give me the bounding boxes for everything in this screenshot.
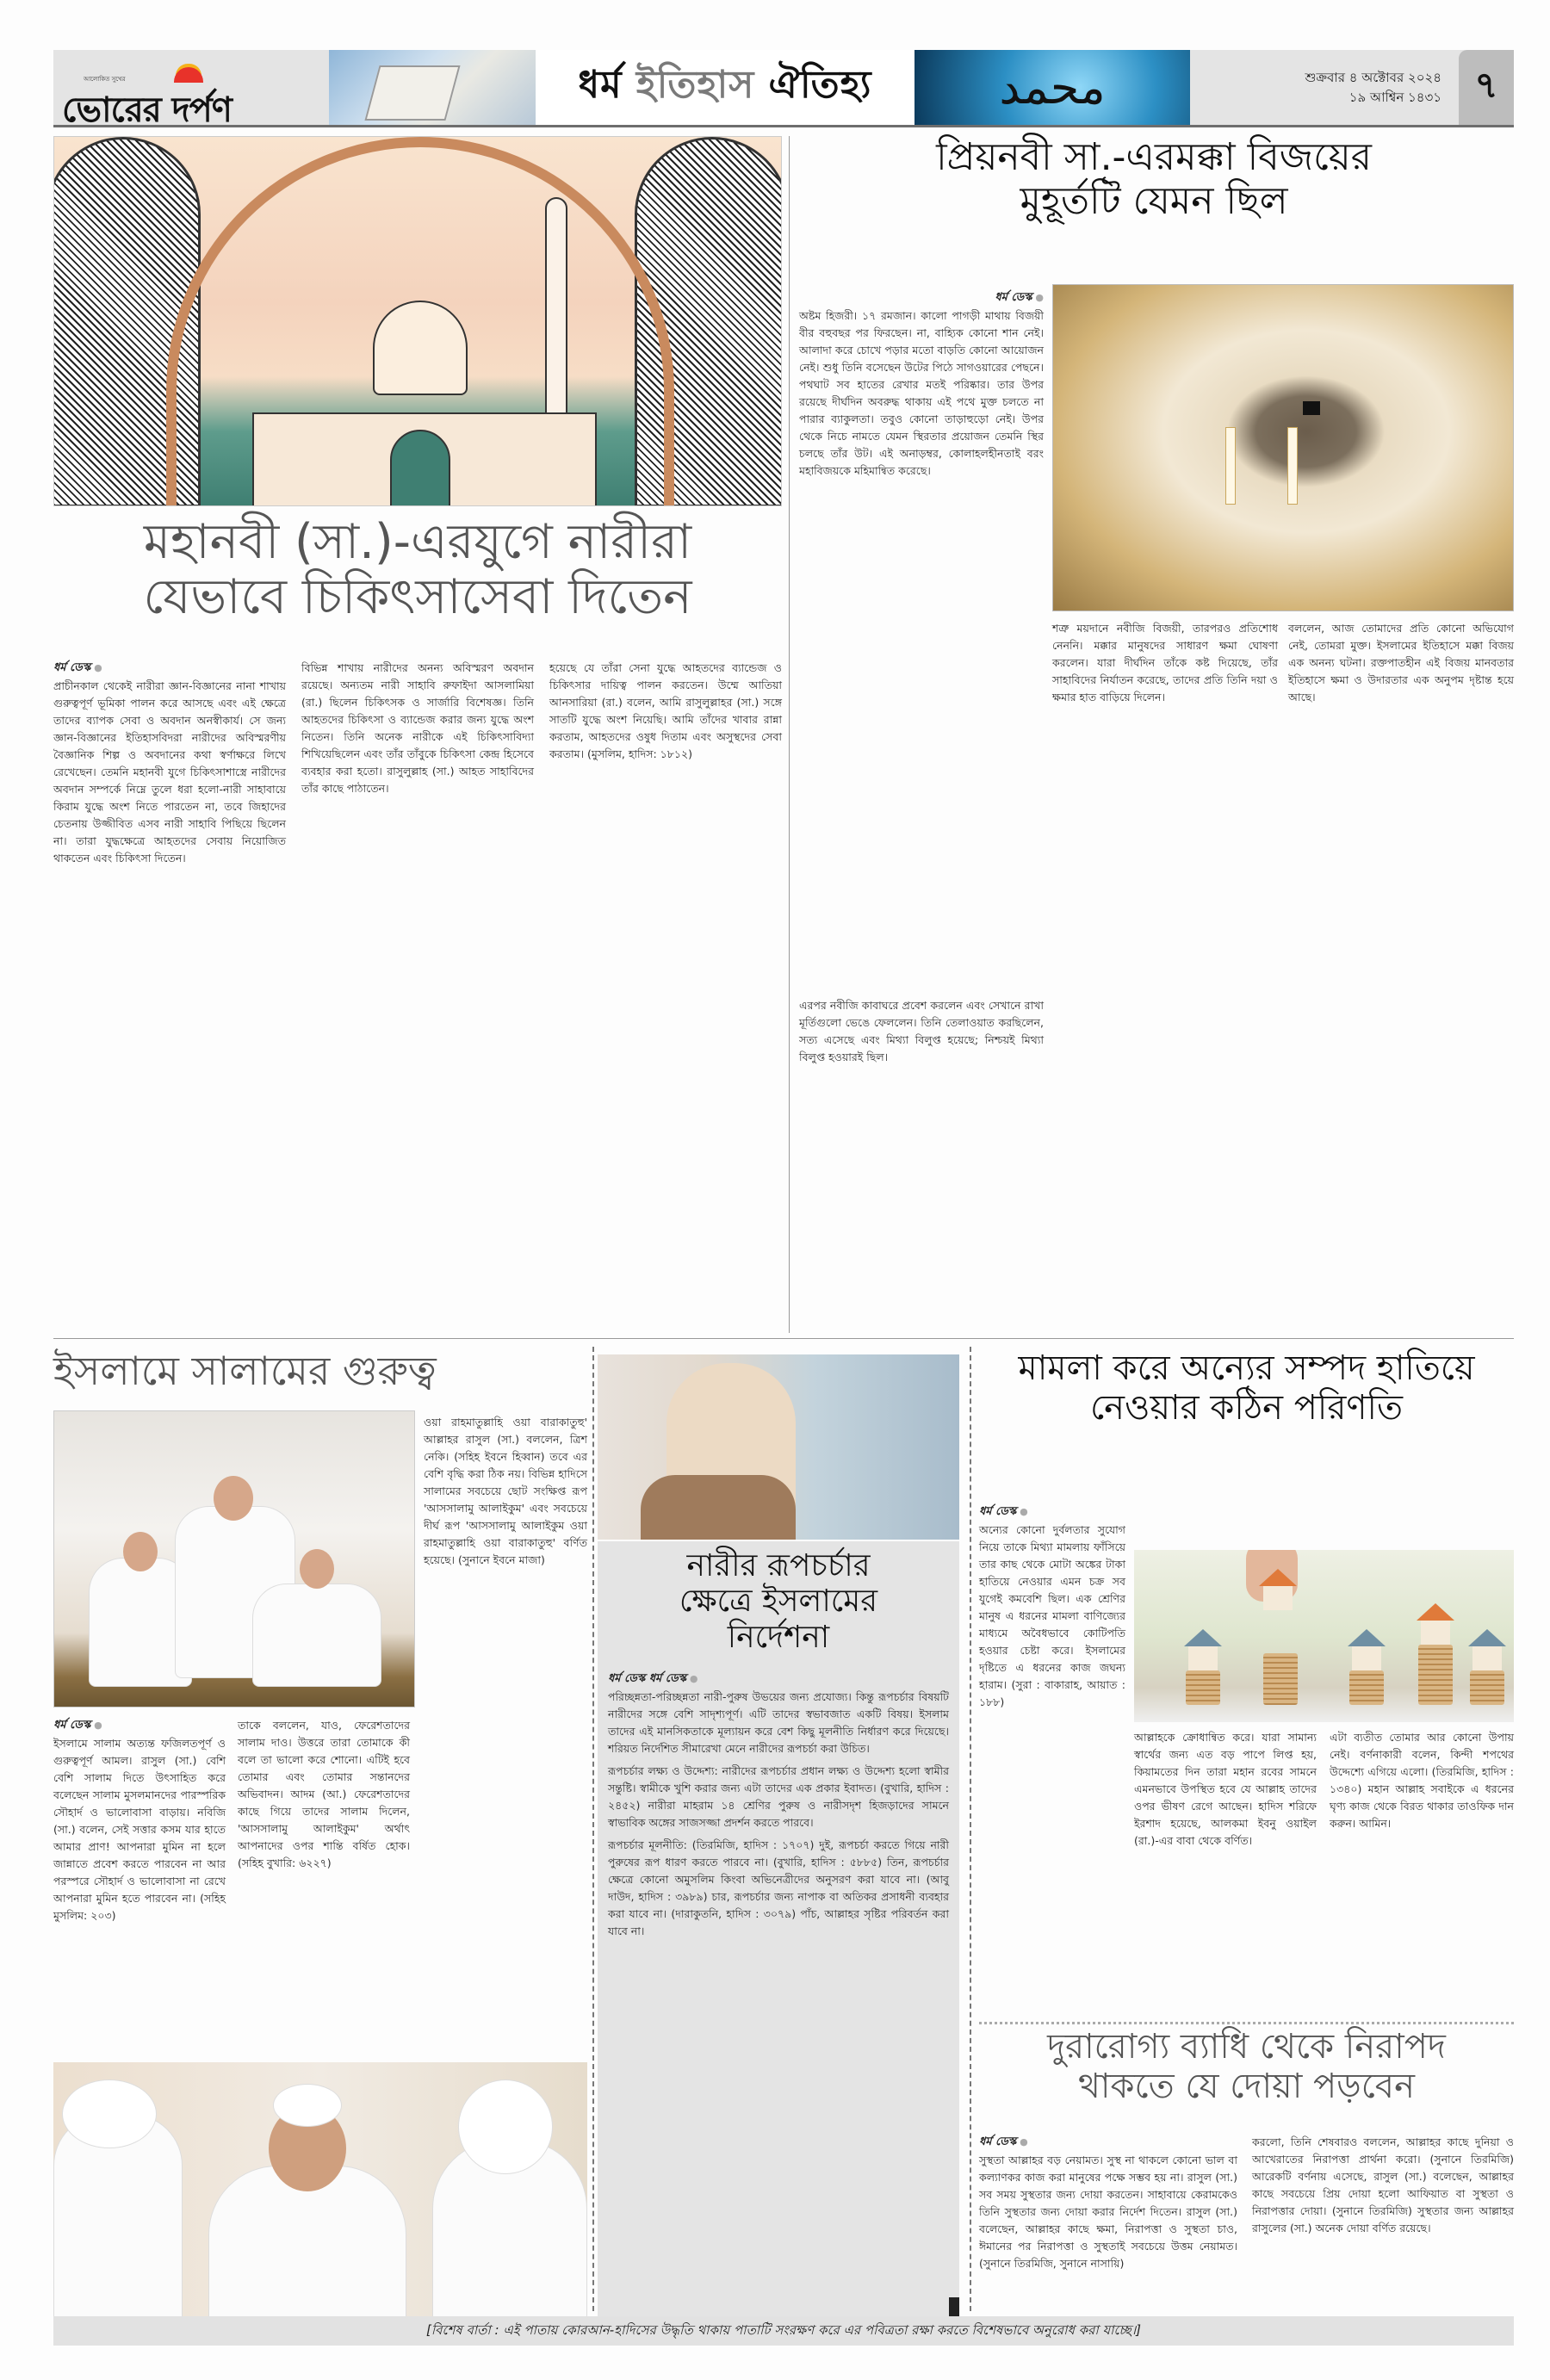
mosque-door [390, 430, 450, 506]
headline-line: নির্দেশনা [727, 1619, 830, 1655]
byline: ধর্ম ডেস্ক ● [979, 1503, 1125, 1522]
article-text: ওয়া রাহমাতুল্লাহি ওয়া বারাকাতুহু' আল্লাহর রাসুল (সা.) বললেন, ত্রিশ নেকি। (সহিহ ইবনে হিব্বান) তবে এর বেশি বৃদ্ধি করা ঠিক নয়। বিভিন্ন হাদিসে সালামের সবচেয়ে ছোট সংক্ষিপ্ত রূপ 'আসসালামু আলাইকুম' এবং সবচেয়ে দীর্ঘ রূপ 'আসসালামু আলাইকুম ওয়া রাহমাতুল্লাহি ওয়া বারাকাতুহু' বর্ণিত হয়েছে। (সুনানে ইবনে মাজা) [424, 1416, 587, 1566]
section-divider [53, 1338, 1514, 1339]
prayer-cap [62, 2079, 157, 2148]
section-title-heritage: ঐতিহ্য [768, 63, 872, 107]
article-column [549, 660, 782, 763]
children-greeting-photo [53, 1410, 415, 1708]
house-model [1188, 1645, 1218, 1670]
logo-name: ভোরের দর্পণ [62, 90, 232, 130]
article-column [1330, 1729, 1514, 1832]
headline-line: ক্ষেত্রে ইসলামের [679, 1584, 878, 1620]
article-column [1252, 2134, 1514, 2237]
house-model [1421, 1619, 1450, 1645]
article-column [979, 2134, 1237, 2272]
coin-stack [1263, 1653, 1298, 1705]
section-title-religion: ধর্ম [578, 63, 623, 107]
column-divider [970, 1347, 971, 2311]
article-text: সুস্থতা আল্লাহর বড় নেয়ামত। সুস্থ না থাকলে কোনো ভাল বা কল্যাণকর কাজ করা মানুষের পক্ষে সম্ভব হয় না। রাসুল (সা.) সব সময় সুস্থতার জন্য দোয়া করতেন। সাহাবায়ে কেরামকেও তিনি সুস্থতার জন্য দোয়া করার নির্দেশ দিতেন। রাসুল (সা.) বলেছেন, আল্লাহর কাছে ক্ষমা, নিরাপত্তা ও সুস্থতা চাও, ঈমানের পর নিরাপত্তা ও সুস্থতাই সবচেয়ে উত্তম নেয়ামত। (সুনানে তিরমিজি, সুনানে নাসায়ি) [979, 2154, 1237, 2270]
coin-stack [1418, 1645, 1453, 1705]
byline: ধর্ম ডেস্ক ● [53, 1717, 226, 1735]
article-column [53, 660, 286, 867]
footer-notice [53, 2316, 1514, 2346]
article-column [1288, 620, 1514, 706]
article-text: এটা ব্যতীত তোমার আর কোনো উপায় নেই। বর্ণনাকারী বলেন, কিন্দী শপথের উদ্দেশ্যে এগিয়ে এলো। (তিরমিজি, হাদিস : ১৩৪০) মহান আল্লাহ সবাইকে এ ধরনের ঘৃণ্য কাজ থেকে বিরত থাকার তাওফিক দান করুন। আমিন। [1330, 1731, 1514, 1830]
article-column [979, 1503, 1125, 1711]
article-text: বিভিন্ন শাখায় নারীদের অনন্য অবিস্মরণ অবদান রয়েছে। অন্যতম নারী সাহাবি রুফাইদা আসলামিয়া (রা.) ছিলেন চিকিৎসক ও সার্জারি বিশেষজ্ঞ। তিনি আহতদের চিকিৎসা ও ব্যান্ডেজ করার জন্য যুদ্ধে অংশ নিতেন। তিনি অনেক নারীকে এই চিকিৎসাবিদ্যা শিখিয়েছিলেন এবং তাঁর তাঁবুকে চিকিৎসা কেন্দ্র হিসেবে ব্যবহার করা হতো। রাসুলুল্লাহ (সা.) আহত সাহাবিদের তাঁর কাছে পাঠাতেন। [301, 661, 534, 795]
article-column [608, 1670, 949, 1940]
headline-line: নেওয়ার কঠিন পরিণতি [1089, 1388, 1404, 1428]
byline: ধর্ম ডেস্ক ● [53, 660, 286, 678]
house-roof [1259, 1569, 1297, 1586]
article-column [53, 1717, 226, 1924]
headline-line: মামলা করে অন্যের সম্পদ হাতিয়ে [1018, 1348, 1475, 1388]
child-face [123, 1532, 158, 1571]
issue-date [1190, 50, 1459, 125]
headline-nurses[interactable] [53, 515, 782, 626]
men-greeting-photo [53, 2062, 587, 2334]
kaaba [1303, 401, 1320, 415]
byline: ধর্ম ডেস্ক ধর্ম ডেস্ক ● [608, 1670, 949, 1689]
article-text: বললেন, আজ তোমাদের প্রতি কোনো অভিযোগ নেই, তোমরা মুক্ত। ইসলামের ইতিহাসে মক্কা বিজয় এক অনন্য ঘটনা। রক্তপাতহীন এই বিজয় মানবতার ইতিহাসে ক্ষমা ও উদারতার এক অনুপম দৃষ্টান্ত হয়ে আছে। [1288, 622, 1514, 703]
article-column [238, 1717, 410, 1872]
child-figure [252, 1584, 381, 1687]
headline-salam[interactable]: ইসলামে সালামের গুরুত্ব [53, 1348, 437, 1394]
article-paragraph: রূপচর্চার লক্ষ্য ও উদ্দেশ্য: নারীদের রূপচর্চার প্রধান লক্ষ্য ও উদ্দেশ্য হলো স্বামীর সন্তুষ্টি। স্বামীকে খুশি করার জন্য এটা তাদের এক প্রকার ইবাদত। (বুখারি, হাদিস : ২৪৫২) নারীরা মাহরাম ১৪ শ্রেণির পুরুষ ও নারীসদৃশ হিজড়াদের সামনে স্বাভাবিক অঙ্গের সাজসজ্জা প্রদর্শন করতে পারবে। [608, 1764, 949, 1829]
house-roof [1468, 1629, 1506, 1646]
headline-line: প্রিয়নবী সা.-এরমক্কা বিজয়ের [936, 135, 1372, 179]
column-divider [592, 1347, 594, 2311]
byline: ধর্ম ডেস্ক ● [799, 289, 1044, 307]
article-text: অষ্টম হিজরী। ১৭ রমজান। কালো পাগড়ী মাথায় বিজয়ী বীর বহুবছর পর ফিরছেন। না, বাহ্যিক কোনো শান নেই। আলাদা করে চোখে পড়ার মতো বাড়তি কোনো আয়োজন নেই। শুধু তিনি বসেছেন উটের পিঠে সাগওয়ারের পেছনে। পথঘাট সব হাতের রেখার মতই পরিষ্কার। তার উপর রয়েছে দীর্ঘদিন অবরুদ্ধ থাকায় এই পথে মুক্ত চলতে না পারার ব্যাকুলতা। তবুও কোনো তাড়াহুড়ো নেই। উপর থেকে নিচে নামতে যেমন স্থিরতার প্রয়োজন তেমনি স্থির চলছে তাঁর উট। এই অনাড়ম্বর, কোলাহলহীনতাই বরং মহাবিজয়কে মহিমান্বিত করেছে। [799, 309, 1044, 477]
house-model [1263, 1584, 1293, 1610]
minaret [1287, 427, 1298, 505]
coin-stack [1470, 1670, 1504, 1705]
child-face [300, 1549, 334, 1589]
coin-stack [1349, 1670, 1384, 1705]
calligraphy-text: محمد [999, 60, 1106, 115]
column-divider [789, 136, 790, 1333]
prayer-cap [458, 2079, 553, 2174]
article-column [1052, 620, 1278, 706]
house-model [1472, 1645, 1502, 1670]
sun-icon [174, 67, 203, 83]
date-gregorian: শুক্রবার ৪ অক্টোবর ২০২৪ [1305, 70, 1442, 85]
article-column [799, 997, 1044, 1066]
byline: ধর্ম ডেস্ক ● [979, 2134, 1237, 2152]
section-divider [979, 2022, 1514, 2024]
child-face [214, 1476, 253, 1521]
mecca-photo [1052, 284, 1514, 611]
coat [641, 1475, 796, 1540]
article-column [799, 289, 1044, 480]
headline-line: নারীর রূপচর্চার [686, 1548, 871, 1584]
coin-stack [1186, 1670, 1220, 1705]
mosque-illustration [53, 136, 782, 506]
house-roof [1348, 1629, 1386, 1646]
woman-hijab-photo [598, 1354, 959, 1540]
article-text: করলো, তিনি শেষবারও বললেন, আল্লাহর কাছে দুনিয়া ও আখেরাতের নিরাপত্তা প্রার্থনা করো। (সুনানে তিরমিজি) আরেকটি বর্ণনায় এসেছে, রাসুল (সা.) বলেছেন, আল্লাহর কাছে সবচেয়ে প্রিয় দোয়া হলো আফিয়াত বা সুস্থতা ও নিরাপত্তার দোয়া। (সুনানে তিরমিজি) সুস্থতার জন্য আল্লাহর রাসুলের (সা.) অনেক দোয়া বর্ণিত রয়েছে। [1252, 2135, 1514, 2234]
article-text: তাকে বললেন, যাও, ফেরেশতাদের সালাম দাও। উত্তরে তারা তোমাকে কী বলে তা ভালো করে শোনো। এটিই হবে তোমার এবং তোমার সন্তানদের অভিবাদন। আদম (আ.) ফেরেশতাদের কাছে গিয়ে তাদের সালাম দিলেন, 'আসসালামু আলাইকুম' অর্থাৎ আপনাদের ওপর শান্তি বর্ষিত হোক। (সহিহ বুখারি: ৬২২৭) [238, 1719, 410, 1869]
beauty-article-box [598, 1541, 959, 2335]
houses-coins-photo [1134, 1550, 1514, 1722]
article-text: ইসলামে সালাম অত্যন্ত ফজিলতপূর্ণ ও গুরুত্বপূর্ণ আমল। রাসুল (সা.) বেশি বেশি সালাম দিতে উৎসাহিত করে বলেছেন সালাম মুসলমানদের পারস্পরিক সৌহার্দ ও ভালোবাসা বাড়ায়। নবিজি (সা.) বলেন, সেই সত্তার কসম যার হাতে আমার প্রাণ! আপনারা মুমিন না হলে জান্নাতে প্রবেশ করতে পারবেন না আর পরস্পরে সৌহার্দ ও ভালোবাসা না রেখে আপনারা মুমিন হতে পারবেন না। (সহিহ মুসলিম: ২০৩) [53, 1737, 226, 1922]
house-roof [1184, 1629, 1222, 1646]
newspaper-logo[interactable] [53, 50, 329, 130]
article-column [424, 1414, 587, 1569]
article-text: এরপর নবীজি কাবাঘরে প্রবেশ করলেন এবং সেখানে রাখা মূর্তিগুলো ভেঙে ফেললেন। তিনি তেলাওয়াত করছিলেন, সত্য এসেছে এবং মিথ্যা বিলুপ্ত হয়েছে; নিশ্চয়ই মিথ্যা বিলুপ্ত হওয়ারই ছিল। [799, 999, 1044, 1063]
headline-property[interactable] [979, 1348, 1514, 1428]
minaret [1225, 427, 1236, 505]
calligraphy-image [914, 50, 1190, 125]
article-text: অন্যের কোনো দুর্বলতার সুযোগ নিয়ে তাকে মিথ্যা মামলায় ফাঁসিয়ে তার কাছ থেকে মোটা অঙ্কের টাকা হাতিয়ে নেওয়ার এমন চক্র সব যুগেই কমবেশি ছিল। এক শ্রেণির মানুষ এ ধরনের মামলা বাণিজ্যের মাধ্যমে অবৈধভাবে কোটিপতি হওয়ার চেষ্টা করে। ইসলামের দৃষ্টিতে এ ধরনের কাজ জঘন্য হারাম। (সুরা : বাকারাহ, আয়াত : ১৮৮) [979, 1523, 1125, 1708]
article-text: হয়েছে যে তাঁরা সেনা যুদ্ধে আহতদের ব্যান্ডেজ ও চিকিৎসার দায়িত্ব পালন করতেন। উম্মে আতিয়া আনসারিয়া (রা.) বলেন, আমি রাসুলুল্লাহর (সা.) সঙ্গে সাতটি যুদ্ধে অংশ নিয়েছি। আমি তাঁদের খাবার রান্না করতাম, আহতদের ওষুধ দিতাম এবং অসুস্থদের সেবা করতাম। (মুসলিম, হাদিস: ১৮১২) [549, 661, 782, 760]
section-title-history: ইতিহাস [636, 63, 755, 107]
newspaper-page [53, 50, 1514, 2344]
headline-dua[interactable] [979, 2027, 1514, 2106]
article-column [301, 660, 534, 797]
article-text: শত্রু ময়দানে নবীজি বিজয়ী, তারপরও প্রতিশোধ নেননি। মক্কার মানুষদের সাধারণ ক্ষমা ঘোষণা করলেন। যারা দীর্ঘদিন তাঁকে কষ্ট দিয়েছে, তাঁর সাহাবিদের নির্যাতন করেছে, তাদের প্রতি তিনি দয়া ও ক্ষমার হাত বাড়িয়ে দিলেন। [1052, 622, 1278, 703]
quran-image [329, 50, 536, 125]
house-roof [1417, 1603, 1454, 1621]
date-bengali: ১৯ আশ্বিন ১৪৩১ [1348, 89, 1442, 105]
headline-line: যেভাবে চিকিৎসাসেবা দিতেন [143, 569, 692, 626]
article-text: আল্লাহকে ক্রোধান্বিত করে। যারা সামান্য স্বার্থের জন্য এত বড় পাপে লিপ্ত হয়, কিয়ামতের দিন তারা মহান রবের সামনে এমনভাবে উপস্থিত হবে যে আল্লাহ তাদের ওপর ভীষণ রেগে আছেন। হাদিস শরিফে ইরশাদ হয়েছে, আলকমা ইবনু ওয়াইল (রা.)-এর বাবা থেকে বর্ণিত। [1134, 1731, 1317, 1847]
headline-line: দুরারোগ্য ব্যাধি থেকে নিরাপদ [1047, 2027, 1446, 2067]
prayer-cap [273, 2084, 342, 2127]
masthead [53, 50, 1514, 130]
page-number: ৭ [1459, 50, 1514, 125]
headline-line: মহানবী (সা.)-এরযুগে নারীরা [143, 514, 692, 570]
article-paragraph: পরিচ্ছন্নতা-পরিচ্ছন্নতা নারী-পুরুষ উভয়ের জন্য প্রযোজ্য। কিন্তু রূপচর্চার বিষয়টি নারীদের সঙ্গে বেশি সাদৃশ্যপূর্ণ। এটি তাদের স্বভাবজাত একটি বিষয়। ইসলাম তাদের এই মানসিকতাকে মূল্যায়ন করে বেশ কিছু মূলনীতি নির্ধারণ করে দিয়েছে। শরিয়ত নির্দেশিত সীমারেখা মেনে নারীদের রূপচর্চা করা উচিত। [608, 1690, 949, 1755]
article-column [1134, 1729, 1317, 1850]
section-title [536, 50, 914, 125]
article-paragraph: রূপচর্চার মূলনীতি: (তিরমিজি, হাদিস : ১৭০৭) দুই, রূপচর্চা করতে গিয়ে নারী পুরুষের রূপ ধারণ করতে পারবে না। (বুখারি, হাদিস : ৫৮৮৫) তিন, রূপচর্চার ক্ষেত্রে কোনো অমুসলিম কিংবা অভিনেত্রীদের অনুসরণ করা যাবে না। (আবু দাউদ, হাদিস : ৩৯৮৯) চার, রূপচর্চার জন্য নাপাক বা অতিকর প্রসাধনী ব্যবহার করা যাবে না। (দারাকুতনি, হাদিস : ৩০৭৯) পাঁচ, আল্লাহর সৃষ্টির পরিবর্তন করা যাবে না। [608, 1838, 949, 1937]
house-model [1352, 1645, 1381, 1670]
headline-line: মুহূর্তটি যেমন ছিল [1020, 178, 1288, 223]
footer-notice-text: [বিশেষ বার্তা : এই পাতায় কোরআন-হাদিসের উদ্ধৃতি থাকায় পাতাটি সংরক্ষণ করে এর পবিত্রতা রক্ষা করতে বিশেষভাবে অনুরোধ করা যাচ্ছে।] [426, 2321, 1141, 2338]
article-text: প্রাচীনকাল থেকেই নারীরা জ্ঞান-বিজ্ঞানের নানা শাখায় গুরুত্বপূর্ণ ভূমিকা পালন করে আসছে এবং এই ক্ষেত্রে তাদের ব্যাপক সেবা ও অবদান অনস্বীকার্য। সে জন্য জ্ঞান-বিজ্ঞানের ইতিহাসবিদরা নারীদের অবিস্মরণীয় বৈজ্ঞানিক শিল্প ও অবদানের কথা স্বর্ণাক্ষরে লিখে রেখেছেন। তেমনি মহানবী যুগে চিকিৎসাশাস্ত্রে নারীদের অবদান সম্পর্কে নিম্নে তুলে ধরা হলো-নারী সাহাবায়ে কিরাম যুদ্ধে অংশ নিতে পারতেন না, তবে জিহাদের চেতনায় উজ্জীবিত এসব নারী সাহাবি পিছিয়ে ছিলেন না। তারা যুদ্ধক্ষেত্রে আহতদের সেবায় নিয়োজিত থাকতেন এবং চিকিৎসা দিতেন। [53, 679, 286, 865]
logo-tagline: আলোকিত সুখের [84, 76, 126, 83]
mosque-dome [373, 301, 468, 395]
headline-beauty[interactable] [598, 1548, 959, 1655]
headline-line: থাকতে যে দোয়া পড়বেন [1078, 2067, 1415, 2106]
headline-mecca[interactable] [794, 136, 1514, 223]
